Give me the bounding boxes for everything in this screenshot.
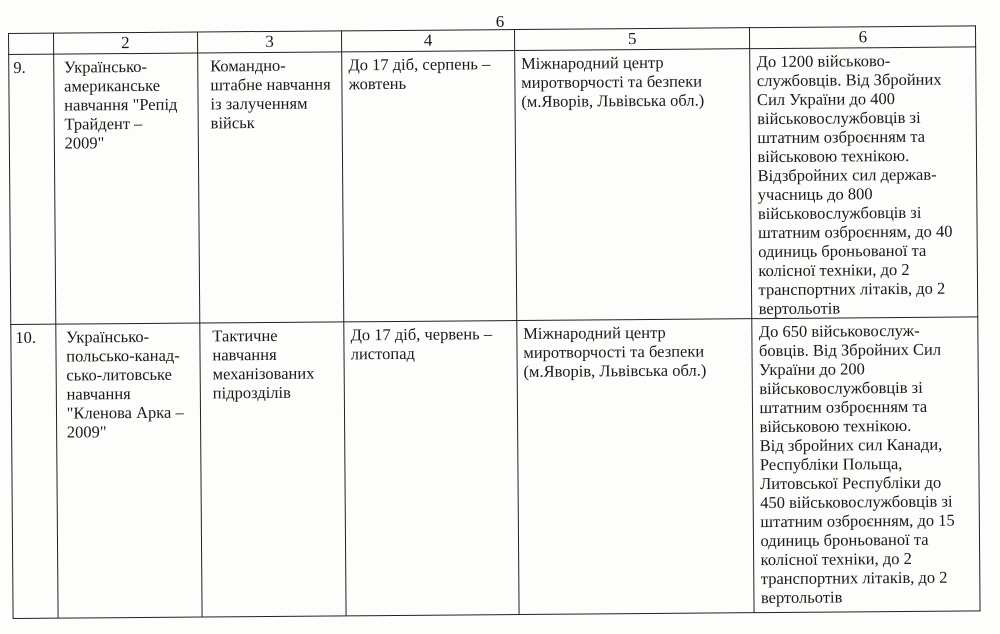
exercise-forces: До 650 військовослуж- бовців. Від Збройних Сил України до 200 військовослужбовців зі штатним озброєнням та військовою технікою. Від збройних сил Канади, Республіки Польща, Литовської Республіки до 450 військовослужбовців зі штатним озброєнням, до 15 одиниць броньованої та колісної техніки, до 2 транспортних літаків, до 2 вертольотів: [752, 317, 980, 613]
column-header: 4: [342, 30, 515, 52]
exercise-name: Українсько- американське навчання "Репід Трайдент – 2009": [53, 53, 199, 324]
column-header: 5: [514, 28, 750, 51]
exercise-type: Тактичне навчання механізованих підрозділів: [200, 322, 347, 617]
row-number: 10.: [11, 324, 58, 618]
column-header: [9, 33, 54, 54]
column-header: 6: [750, 26, 976, 49]
column-header: 3: [197, 31, 341, 53]
exercise-table: [8, 25, 981, 619]
exercise-place: Міжнародний центр миротворчості та безпеки (м.Яворів, Львівська обл.): [514, 49, 752, 321]
exercise-period: До 17 діб, червень – листопад: [344, 321, 519, 616]
exercise-period: До 17 діб, серпень – жовтень: [342, 51, 517, 322]
page-number: 6: [495, 12, 505, 31]
table-row: [11, 317, 980, 619]
row-number: 9.: [9, 54, 56, 324]
column-header: 2: [53, 32, 197, 54]
exercise-type: Командно- штабне навчання із залученням військ: [198, 52, 344, 323]
table-row: [9, 47, 978, 325]
exercise-place: Міжнародний центр миротворчості та безпеки (м.Яворів, Львівська обл.): [517, 319, 755, 615]
exercise-name: Українсько- польсько-канад- сько-литовське навчання "Кленова Арка – 2009": [55, 323, 202, 618]
exercise-forces: До 1200 військово- службовців. Від Збройних Сил України до 400 військовослужбовців зі штатним озброєнням та військовою технікою. Відзбройних сил держав- учасниць до 800 військовослужбовців зі штатним озброєнням, до 40 одиниць броньованої та колісної техніки, до 2 транспортних літаків, до 2 вертольотів: [750, 47, 978, 319]
